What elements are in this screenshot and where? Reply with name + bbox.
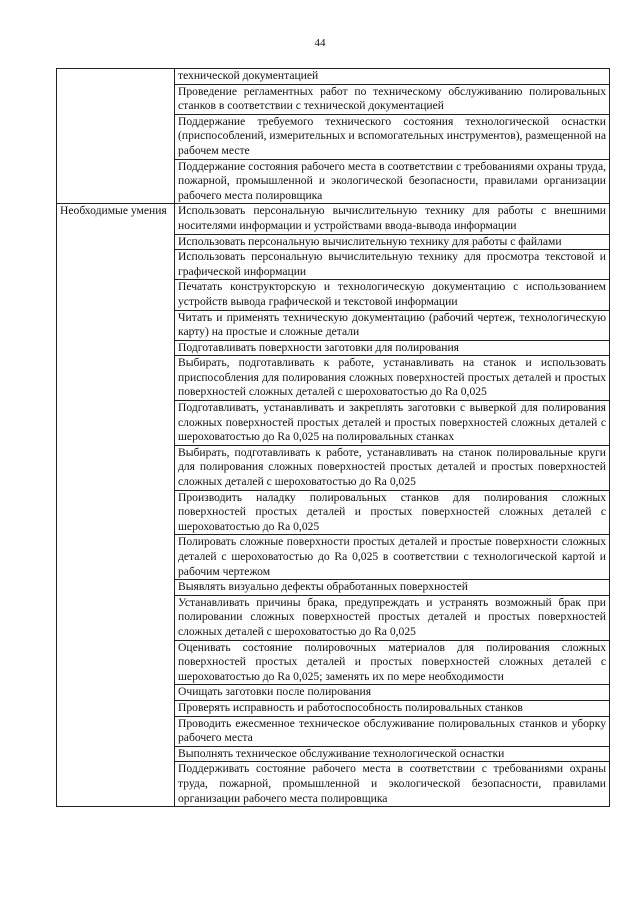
table-cell: Проверять исправность и работоспособность полировальных станков bbox=[175, 700, 610, 716]
table-cell: Использовать персональную вычислительную технику для просмотра текстовой и графической информации bbox=[175, 250, 610, 280]
table-cell: Проведение регламентных работ по техническому обслуживанию полировальных станков в соответствии с технической документацией bbox=[175, 84, 610, 114]
table-cell: Устанавливать причины брака, предупреждать и устранять возможный брак при полировании сложных поверхностей простых деталей и простых поверхностей сложных деталей с шероховатостью до Ra 0,025 bbox=[175, 595, 610, 640]
requirements-table bbox=[56, 68, 610, 807]
table-cell: Подготавливать, устанавливать и закреплять заготовки с выверкой для полирования сложных поверхностей простых деталей и простых поверхностей сложных деталей с шероховатостью до Ra 0,025 на полировальных станках bbox=[175, 401, 610, 446]
table-row bbox=[57, 69, 610, 85]
table-cell: Поддерживать состояние рабочего места в соответствии с требованиями охраны труда, пожарной, промышленной и экологической безопасности, правилами организации рабочего места полировщика bbox=[175, 762, 610, 807]
table-cell: Оценивать состояние полировочных материалов для полирования сложных поверхностей простых деталей и простых поверхностей сложных деталей с шероховатостью до Ra 0,025; заменять их по мере необходимости bbox=[175, 640, 610, 685]
table-cell: Использовать персональную вычислительную технику для работы с внешними носителями информации и устройствами ввода-вывода информации bbox=[175, 204, 610, 234]
table-row bbox=[57, 204, 610, 234]
table-cell: Выполнять техническое обслуживание технологической оснастки bbox=[175, 746, 610, 762]
table-cell: Выявлять визуально дефекты обработанных поверхностей bbox=[175, 580, 610, 596]
page-number: 44 bbox=[314, 37, 326, 49]
table-cell: Поддержание требуемого технического состояния технологической оснастки (приспособлений, измерительных и вспомогательных инструментов), размещенной на рабочем месте bbox=[175, 114, 610, 159]
table-cell: Выбирать, подготавливать к работе, устанавливать на станок полировальные круги для полирования сложных поверхностей простых деталей и простых поверхностей сложных деталей с шероховатостью до Ra 0,025 bbox=[175, 445, 610, 490]
table-cell: Выбирать, подготавливать к работе, устанавливать на станок и использовать приспособления для полирования сложных поверхностей простых деталей и простых поверхностей сложных деталей с шероховатостью до Ra 0,025 bbox=[175, 356, 610, 401]
requirements-table-body bbox=[57, 69, 610, 807]
labor-functions-label-cell bbox=[57, 69, 175, 204]
table-cell: Проводить ежесменное техническое обслуживание полировальных станков и уборку рабочего места bbox=[175, 716, 610, 746]
table-cell: Поддержание состояния рабочего места в соответствии с требованиями охраны труда, пожарной, промышленной и экологической безопасности, правилами организации рабочего места полировщика bbox=[175, 159, 610, 204]
table-cell: Использовать персональную вычислительную технику для работы с файлами bbox=[175, 234, 610, 250]
table-cell: Полировать сложные поверхности простых деталей и простые поверхности сложных деталей с шероховатостью до Ra 0,025 в соответствии с технологической картой и рабочим чертежом bbox=[175, 535, 610, 580]
table-cell: Читать и применять техническую документацию (рабочий чертеж, технологическую карту) на простые и сложные детали bbox=[175, 310, 610, 340]
table-cell: Печатать конструкторскую и технологическую документацию с использованием устройств вывода графической и текстовой информации bbox=[175, 280, 610, 310]
table-cell: технической документацией bbox=[175, 69, 610, 85]
table-cell: Подготавливать поверхности заготовки для полирования bbox=[175, 340, 610, 356]
table-cell: Очищать заготовки после полирования bbox=[175, 685, 610, 701]
skills-label: Необходимые умения bbox=[57, 204, 175, 807]
table-cell: Производить наладку полировальных станков для полирования сложных поверхностей простых деталей и простых поверхностей сложных деталей с шероховатостью до Ra 0,025 bbox=[175, 490, 610, 535]
